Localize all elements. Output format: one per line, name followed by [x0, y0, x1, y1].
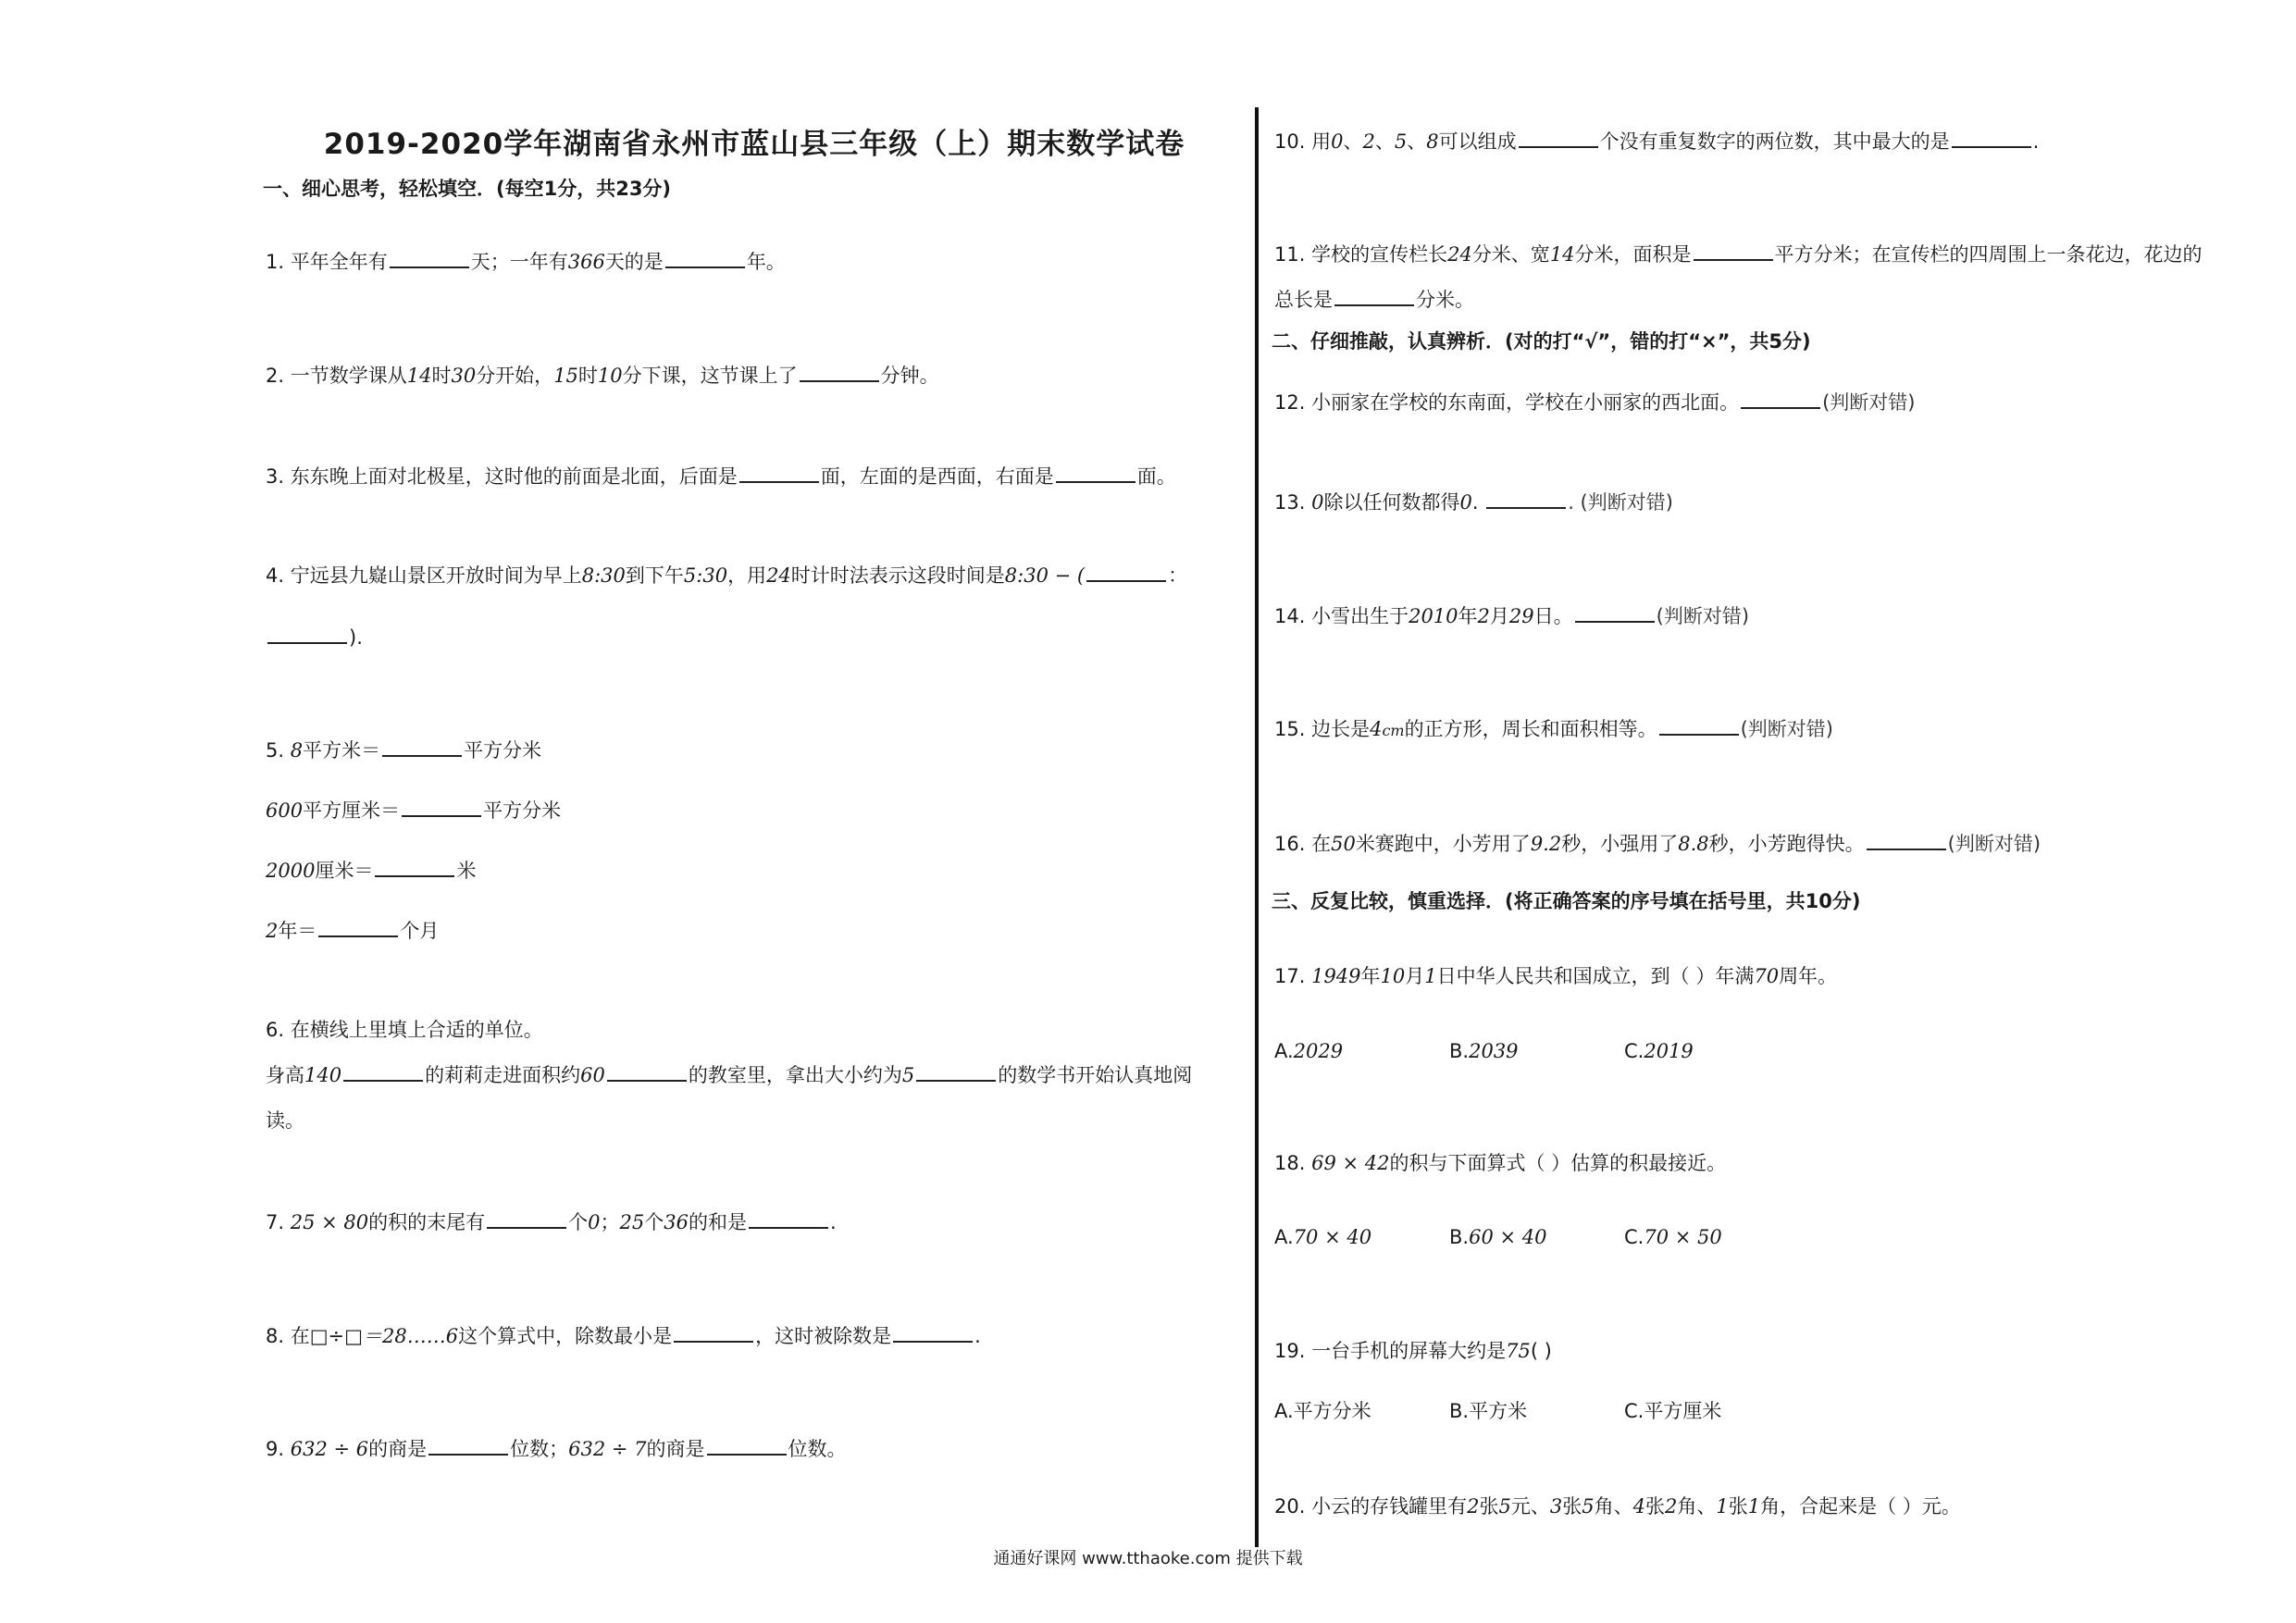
answer-blank[interactable] — [1659, 717, 1739, 736]
question-19: 19. 一台手机的屏幕大约是75( ) — [1274, 1340, 1552, 1362]
answer-blank[interactable] — [607, 1063, 687, 1082]
answer-blank[interactable] — [267, 626, 347, 644]
answer-blank[interactable] — [1519, 130, 1598, 148]
question-17: 17. 1949年10月1日中华人民共和国成立，到（ ）年满70周年。 — [1274, 965, 1838, 987]
question-5c: 2000厘米＝ 米 — [266, 860, 477, 882]
answer-blank[interactable] — [1867, 832, 1946, 850]
question-11: 11. 学校的宣传栏长24分米、宽14分米，面积是 平方分米；在宣传栏的四周围上一条花边，花边的 — [1274, 243, 2203, 266]
answer-blank[interactable] — [800, 364, 879, 382]
question-11-line2: 总长是 分米。 — [1274, 289, 1474, 311]
answer-blank[interactable] — [665, 250, 745, 268]
question-5d: 2年＝ 个月 — [266, 920, 440, 942]
answer-blank[interactable] — [916, 1063, 996, 1082]
answer-blank[interactable] — [382, 738, 462, 757]
answer-blank[interactable] — [375, 859, 454, 877]
question-7: 7. 25 × 80的积的末尾有 个0；25个36的和是 . — [266, 1211, 837, 1233]
option-17-c[interactable]: C.2019 — [1624, 1040, 1694, 1062]
question-13: 13. 0除以任何数都得0. . (判断对错) — [1274, 491, 1673, 514]
question-18: 18. 69 × 42的积与下面算式（ ）估算的积最接近。 — [1274, 1152, 1727, 1174]
question-8: 8. 在□÷□＝28……6这个算式中，除数最小是 ，这时被除数是 . — [266, 1325, 981, 1347]
option-18-b[interactable]: B.60 × 40 — [1449, 1226, 1547, 1248]
question-6-line2: 身高140 的莉莉走进面积约60 的教室里，拿出大小约为5 的数学书开始认真地阅 — [266, 1064, 1193, 1086]
answer-blank[interactable] — [487, 1210, 566, 1229]
question-16: 16. 在50米赛跑中，小芳用了9.2秒，小强用了8.8秒，小芳跑得快。 (判断对错) — [1274, 833, 2042, 855]
exam-title: 2019-2020学年湖南省永州市蓝山县三年级（上）期末数学试卷 — [323, 128, 1185, 161]
answer-blank[interactable] — [739, 465, 819, 483]
question-12: 12. 小丽家在学校的东南面，学校在小丽家的西北面。 (判断对错) — [1274, 391, 1916, 414]
option-18-a[interactable]: A.70 × 40 — [1274, 1226, 1372, 1248]
answer-blank[interactable] — [1086, 564, 1166, 582]
page-footer: 通通好课网 www.tthaoke.com 提供下载 — [993, 1549, 1303, 1568]
section-1-heading: 一、细心思考，轻松填空．(每空1分，共23分) — [263, 178, 672, 200]
question-4: 4. 宁远县九嶷山景区开放时间为早上8:30到下午5:30，用24时计时法表示这段时间是8:30 − ( ： — [266, 564, 1188, 587]
answer-blank[interactable] — [707, 1437, 787, 1456]
answer-blank[interactable] — [1575, 604, 1655, 623]
option-18-c[interactable]: C.70 × 50 — [1624, 1226, 1722, 1248]
option-17-b[interactable]: B.2039 — [1449, 1040, 1519, 1062]
option-19-b[interactable]: B.平方米 — [1449, 1400, 1528, 1422]
answer-blank[interactable] — [343, 1063, 423, 1082]
answer-blank[interactable] — [674, 1324, 753, 1343]
question-20: 20. 小云的存钱罐里有2张5元、3张5角、4张2角、1张1角，合起来是（ ）元。 — [1274, 1495, 1961, 1518]
option-19-a[interactable]: A.平方分米 — [1274, 1400, 1371, 1422]
section-3-heading: 三、反复比较，慎重选择．(将正确答案的序号填在括号里，共10分) — [1272, 890, 1861, 912]
answer-blank[interactable] — [390, 250, 469, 268]
answer-blank[interactable] — [1334, 288, 1414, 306]
question-2: 2. 一节数学课从14时30分开始，15时10分下课，这节课上了 分钟。 — [266, 365, 939, 387]
question-6: 6. 在横线上里填上合适的单位。 — [266, 1019, 543, 1041]
section-2-heading: 二、仔细推敲，认真辨析．(对的打“√”，错的打“×”，共5分) — [1272, 330, 1811, 353]
answer-blank[interactable] — [1486, 490, 1566, 509]
answer-blank[interactable] — [1952, 130, 2031, 148]
question-6-line3: 读。 — [266, 1109, 304, 1132]
question-5a: 5. 8平方米＝ 平方分米 — [266, 739, 542, 762]
question-10: 10. 用0、2、5、8可以组成 个没有重复数字的两位数，其中最大的是 . — [1274, 130, 2040, 153]
question-3: 3. 东东晚上面对北极星，这时他的前面是北面，后面是 面，左面的是西面，右面是 面。 — [266, 465, 1176, 488]
question-9: 9. 632 ÷ 6的商是 位数；632 ÷ 7的商是 位数。 — [266, 1438, 847, 1460]
answer-blank[interactable] — [402, 799, 481, 817]
answer-blank[interactable] — [1694, 242, 1773, 261]
question-15: 15. 边长是4cm的正方形，周长和面积相等。 (判断对错) — [1274, 718, 1833, 740]
answer-blank[interactable] — [749, 1210, 828, 1229]
option-17-a[interactable]: A.2029 — [1274, 1040, 1344, 1062]
column-divider — [1255, 107, 1259, 1547]
option-19-c[interactable]: C.平方厘米 — [1624, 1400, 1722, 1422]
answer-blank[interactable] — [893, 1324, 973, 1343]
answer-blank[interactable] — [318, 919, 398, 937]
question-4-cont: ). — [266, 624, 363, 651]
answer-blank[interactable] — [1056, 465, 1136, 483]
question-14: 14. 小雪出生于2010年2月29日。 (判断对错) — [1274, 605, 1750, 627]
question-5b: 600平方厘米＝ 平方分米 — [266, 799, 562, 822]
answer-blank[interactable] — [1741, 390, 1820, 409]
answer-blank[interactable] — [428, 1437, 508, 1456]
question-1: 1. 平年全年有 天；一年有366天的是 年。 — [266, 251, 786, 273]
